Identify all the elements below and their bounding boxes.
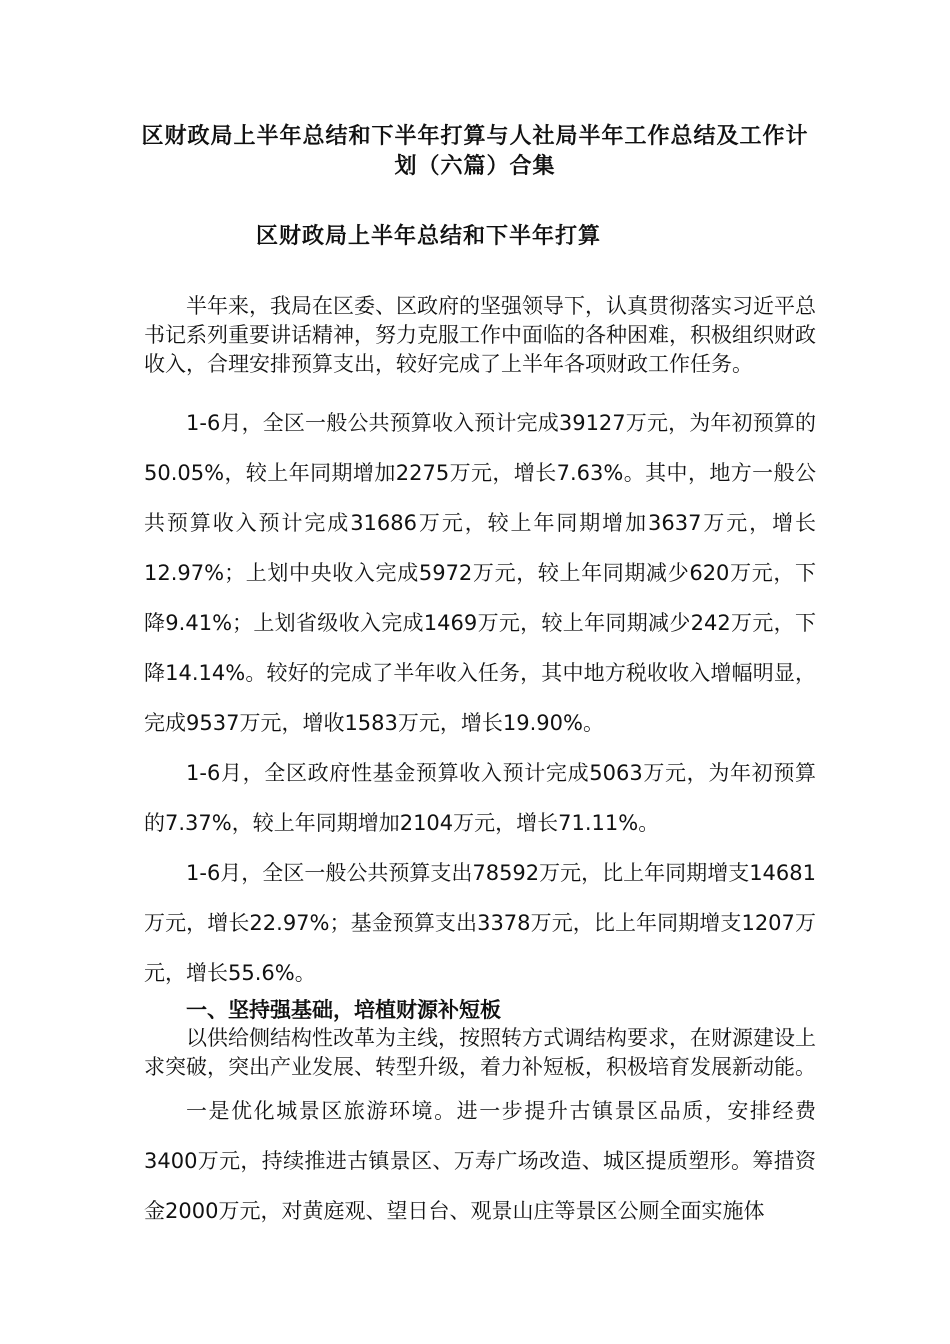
supply-side-paragraph: 以供给侧结构性改革为主线，按照转方式调结构要求，在财源建设上求突破，突出产业发展、转型升级，着力补短板，积极培育发展新动能。 (144, 1026, 816, 1079)
expenditure-paragraph: 1-6月，全区一般公共预算支出78592万元，比上年同期增支14681万元，增长22.97%；基金预算支出3378万元，比上年同期增支1207万元，增长55.6%。 (144, 861, 816, 985)
section-title: 区财政局上半年总结和下半年打算 (256, 224, 602, 249)
document-title: 区财政局上半年总结和下半年打算与人社局半年工作总结及工作计划（六篇）合集 (141, 124, 809, 179)
fund-revenue-paragraph: 1-6月，全区政府性基金预算收入预计完成5063万元，为年初预算的7.37%，较上年同期增加2104万元，增长71.11%。 (144, 761, 816, 835)
intro-paragraph: 半年来，我局在区委、区政府的坚强领导下，认真贯彻落实习近平总书记系列重要讲话精神，努力克服工作中面临的各种困难，积极组织财政收入，合理安排预算支出，较好完成了上半年各项财政工作任务。 (144, 294, 816, 376)
budget-revenue-paragraph: 1-6月，全区一般公共预算收入预计完成39127万元，为年初预算的50.05%，较上年同期增加2275万元，增长7.63%。其中，地方一般公共预算收入预计完成31686万元，较上年同期增加3637万元，增长12.97%；上划中央收入完成5972万元，较上年同期减少620万元，下降9.41%；上划省级收入完成1469万元，较上年同期减少242万元，下降14.14%。较好的完成了半年收入任务，其中地方税收收入增幅明显，完成9537万元，增收1583万元，增长19.90%。 (144, 411, 816, 735)
section-heading-1: 一、坚持强基础，培植财源补短板 (186, 998, 501, 1022)
tourism-paragraph: 一是优化城景区旅游环境。进一步提升古镇景区品质，安排经费3400万元，持续推进古镇景区、万寿广场改造、城区提质塑形。筹措资金2000万元，对黄庭观、望日台、观景山庄等景区公厕全面实施体 (144, 1099, 816, 1223)
